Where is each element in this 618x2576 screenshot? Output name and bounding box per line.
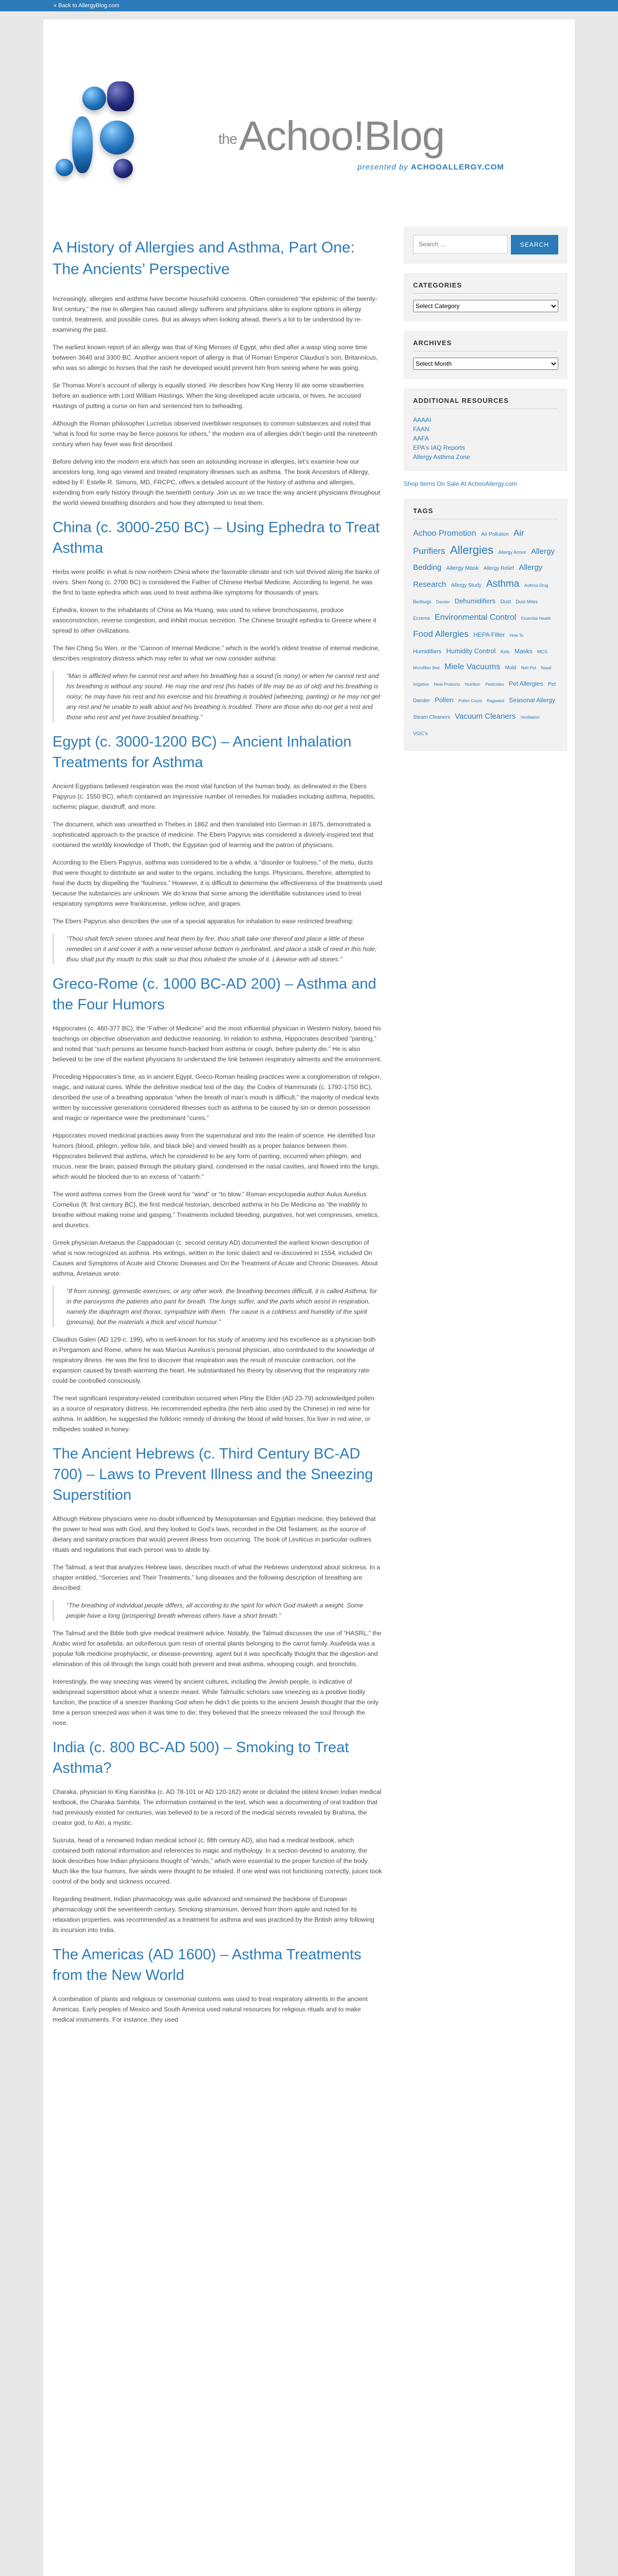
- paragraph: The Nei Ching Su Wen, or the “Cannon of Internal Medicine,” which is the world’s oldest treatise of internal medicine, describes respiratory distress which may refer to what we now consider asthma:: [53, 645, 380, 662]
- paragraph: Ephedra, known to the inhabitants of China as Ma Huang, was used to relieve bronchospasms, produce vasoconstriction, reverse congestion, and inhibit mucus secretion. The Chinese brought ephedra to Greece where it spread to other civilizations.: [53, 606, 376, 634]
- resource-link[interactable]: AAFA: [413, 435, 429, 442]
- paragraph: Herbs were prolific in what is now northern China where the favorable climate and rich soil thrived along the banks of rivers. Shen Nong (c. 2700 BC) is considered the Father of Chinese Herbal Medicine. According to legend, he was the first to taste ephedra which was used to treat asthma-like symptoms for thousands of years.: [53, 568, 380, 596]
- resource-link[interactable]: AAAAI: [413, 416, 432, 423]
- tag-link[interactable]: Pollen Count: [458, 699, 482, 703]
- archives-title: ARCHIVES: [413, 339, 558, 351]
- site-header: [43, 20, 575, 227]
- tag-link[interactable]: Asthma Drug: [524, 583, 548, 588]
- paragraph: Sir Thomas More’s account of allergy is equally storied. He describes how King Henry III ate some strawberries before an audience with Lord William Hastings. When the king developed acute urticaria, or hives, he accused Hastings of putting a curse on him and sentenced him to beheading.: [53, 382, 364, 410]
- paragraph: Although Hebrew physicians were no doubt influenced by Mesopotamian and Egyptian medicine, they believed that the power to heal was with God, and they looked to God’s laws, recorded in the Old Testament, as the source of dietary and sanitary practices that would prevent illness from occurring. The book of Leviticus in particular outlines rituals and regulations that each person was to abide by.: [53, 1515, 376, 1553]
- resources-widget: [404, 388, 568, 471]
- tag-link[interactable]: Bedbugs: [413, 599, 432, 604]
- tag-cloud: [413, 526, 558, 742]
- presented-by: [357, 163, 504, 172]
- tag-link[interactable]: Masks: [514, 648, 533, 655]
- tags-title: TAGS: [413, 507, 558, 519]
- tag-link[interactable]: Mold: [505, 665, 517, 671]
- quote: “The breathing of individual people differs, all according to the spirit for which God maketh a weight. Some people have a long (prospering) breath whereas others have a short breath.”: [53, 1600, 382, 1621]
- quote: “Thou shalt fetch seven stones and heat them by fire, thou shalt take one thereof and place a little of these remedies on it and cover it with a new vessel whose bottom is perforated, and place a stalk of reed in this hole; thou shalt put thy mouth to this stalk so that thou inhalest the smoke of it. Likewise with all stones.”: [53, 934, 382, 964]
- tag-link[interactable]: Dust: [500, 599, 511, 605]
- post-content: [53, 227, 382, 2032]
- tag-link[interactable]: Humidifiers: [413, 649, 442, 655]
- tag-link[interactable]: Humidity Control: [446, 647, 496, 655]
- tags-widget: [404, 499, 568, 751]
- paragraph: Hippocrates moved medicinal practices away from the supernatural and into the realm of science. He identified four humors (blood, phlegm, yellow bile, and black bile) and viewed health as a proper balance between them. Hippocrates believed that asthma, which he considered to be any form of panting, occurred when phlegm, and mucus, near the brain, passed through the pituitary gland, condensed in the nasal cavities, and flowed into the lungs, which would be blocked due to an excess of “catarrh.”: [53, 1132, 380, 1180]
- post-title[interactable]: A History of Allergies and Asthma, Part One: The Ancients’ Perspective: [53, 239, 355, 278]
- page: [43, 20, 575, 2576]
- tag-link[interactable]: Allergy Armor: [498, 550, 526, 555]
- tag-link[interactable]: HEPA Filter: [473, 631, 505, 638]
- section-heading: The Ancient Hebrews (c. Third Century BC-AD 700) – Laws to Prevent Illness and the Sneezing Superstition: [53, 1446, 373, 1503]
- section-heading: The Americas (AD 1600) – Asthma Treatments from the New World: [53, 1946, 362, 1984]
- tag-link[interactable]: Kids: [501, 649, 510, 654]
- paragraph: Although the Roman philosopher Lucretius observed overblown responses to common substances and noted that “what is food for some may be fierce poisons for others,” the modern era of allergies didn’t begin until the nineteenth century when hay fever was first described.: [53, 420, 377, 448]
- search-button[interactable]: SEARCH: [511, 235, 558, 255]
- paragraph: A combination of plants and religious or ceremonial customs was used to treat respiratory ailments in the ancient Americas. Early peoples of Mexico and South America used natural resources for religious rituals and to make medical instruments. For instance, they used: [53, 1995, 368, 2023]
- paragraph: The Talmud, a text that analyzes Hebrew laws, describes much of what the Hebrews understood about sickness. In a chapter entitled, “Sorceries and Their Treatments,” lung diseases and the following description of breathing are described:: [53, 1564, 381, 1591]
- tag-link[interactable]: Miele Vacuums: [444, 663, 501, 671]
- tag-link[interactable]: Essential Health: [521, 616, 551, 621]
- tag-link[interactable]: Ragweed: [487, 699, 504, 703]
- paragraph: Greek physician Aretaeus the Cappadocian (c. second century AD) documented the earliest known description of what is now recognized as asthma. His writings, written in the Ionic dialect and re-discovered in 1554, included On Causes and Symptoms of Acute and Chronic Diseases and On the Treatment of Acute and Chronic Diseases. About asthma, Aretaeus wrote:: [53, 1239, 378, 1277]
- site-title[interactable]: [218, 112, 444, 160]
- tag-link[interactable]: Nutrition: [465, 682, 480, 687]
- brand-the: the: [218, 130, 237, 147]
- tag-link[interactable]: Eczema: [413, 616, 430, 621]
- tag-link[interactable]: Steam Cleaners: [413, 715, 450, 720]
- paragraph: The Ebers Papyrus also describes the use of a special apparatus for inhalation to ease restricted breathing:: [53, 918, 354, 925]
- tag-link[interactable]: Allergy Relief: [483, 566, 514, 571]
- resource-link[interactable]: EPA's IAQ Reports: [413, 444, 465, 451]
- sidebar: [404, 227, 568, 760]
- paragraph: The earliest known report of an allergy was that of King Menses of Egypt, who died after a wasp sting some time between 3640 and 3300 BC. Another ancient report of allergy is that of Roman Emperor Claudius’s son, Britannicus, who was so allergic to horses that the rash he developed would prevent him from seeing where he was going.: [53, 344, 378, 371]
- paragraph: The next significant respiratory-related contribution occurred when Pliny the Elder (AD 23-79) acknowledged pollen as a source of respiratory distress. He recommended ephedra (the herb also used by the Chinese) in red wine for asthma. In addition, he suggested the folkloric remedy of drinking the blood of wild horses, fox liver in red wine, or millipedes soaked in honey.: [53, 1395, 374, 1433]
- paragraph: Hippocrates (c. 460-377 BC), the “Father of Medicine” and the most influential physician in Western history, based his teachings on objective observation and deductive reasoning. In relation to asthma, Hippocrates described “panting,” and noted that “such persons as become hunch-backed from asthma or cough, before puberty die.” He is also believed to be one of the earliest physicians to understand the link between respiratory ailments and the environment.: [53, 1025, 382, 1063]
- paragraph: The word asthma comes from the Greek word for “wind” or “to blow.” Roman encyclopedia author Aulus Aurelius Cornelius (ft. first century BC), the first medical historian, described asthma in his De Medicina as “the inability to breathe without making noise and gasping.” Treatments included bleeding, purgatives, hot wet compresses, emetics, and diuretics.: [53, 1191, 380, 1229]
- tag-link[interactable]: Allergy Mask: [446, 565, 479, 571]
- logo-drops-icon[interactable]: [50, 81, 169, 190]
- tag-link[interactable]: Asthma: [486, 579, 520, 589]
- search-input[interactable]: [413, 235, 508, 253]
- tag-link[interactable]: Pet Allergies: [508, 680, 543, 687]
- paragraph: Ancient Egyptians believed respiration was the most vital function of the human body, as delineated in the Ebers Papyrus (c. 1550 BC), which contained an impressive number of remedies for maladies including asthma, hepatitis, ischemic plague, dandruff, and more.: [53, 783, 375, 810]
- tag-link[interactable]: Allergy Research: [413, 563, 543, 589]
- resource-link[interactable]: Allergy Asthma Zone: [413, 453, 470, 461]
- quote: “Man is afflicted when he cannot rest and when his breathing has a sound (is noisy) or when he cannot rest and his breathing is without any sound. He may rise and rest (his habits of life may be as of old) and his breathing is noisy; he may have his rest and his exercise and his breathing is troubled (wheezing, panting) or he may not get any rest and he unable to walk about and his breathing is troubled. There are those who do not get a rest and those who rest and yet have troubled breathing.”: [53, 671, 382, 722]
- categories-title: CATEGORIES: [413, 281, 558, 294]
- tag-link[interactable]: Seasonal Allergy: [509, 697, 555, 704]
- presented-site[interactable]: ACHOOALLERGY.COM: [410, 163, 504, 172]
- tag-link[interactable]: Pollen: [435, 696, 454, 704]
- tag-link[interactable]: Allergy Bedding: [413, 547, 555, 572]
- paragraph: Increasingly, allergies and asthma have become household concerns. Often considered “the epidemic of the twenty-first century,” the rise in allergies has caused allergy sufferers and physicians alike to explore options in allergy control, treatment, and possible cures. But as always when looking ahead, there’s a lot to be understood by re-examining the past.: [53, 295, 377, 333]
- paragraph: The document, which was unearthed in Thebes in 1862 and then translated into German in 1875, demonstrated a sophisticated approach to the practice of medicine. The Ebers Papyrus was considered a divinely-inspired text that contained the worldly knowledge of Thoth, the Egyptian god of learning and the patron of physicians.: [53, 821, 374, 849]
- tag-link[interactable]: Dust Mites: [516, 599, 538, 604]
- resources-title: ADDITIONAL RESOURCES: [413, 397, 558, 409]
- quote: “If from running, gymnastic exercises, or any other work, the breathing becomes difficult, it is called Asthma; for in the paroxysms the patients also pant for breath. The lungs suffer, and the parts which assist in respiration, namely the diaphragm and thorax, sympathize with them. The cause is a coldness and humidity of the spirit (pneuma), but the materials a thick and viscid humour.”: [53, 1286, 382, 1327]
- tag-link[interactable]: Environmental Control: [434, 613, 517, 622]
- tag-link[interactable]: Pesticides: [485, 682, 504, 687]
- paragraph: Before delving into the modern era which has seen an astounding increase in allergies, let’s examine how our ancestors long, long ago viewed and treated respiratory illnesses such as asthma. The book Ancestors of Allergy, edited by F. Estelle R. Simons, MD, FRCPC, offers a detailed account of the history of asthma and allergies, extending from early history through the twentieth century. Join us as we trace the way ancient physicians throughout the world viewed breathing disorders and how they attempted to treat them.: [53, 458, 381, 506]
- tag-link[interactable]: Allergy Study: [451, 583, 482, 588]
- tag-link[interactable]: Neti-Pot: [521, 666, 536, 670]
- archives-select[interactable]: [413, 358, 558, 370]
- paragraph: Interestingly, the way sneezing was viewed by ancient cultures, including the Jewish people, is indicative of widespread superstition about what a sneeze meant. While Talmudic scholars saw sneezing as a positive bodily function, the practice of a sneezer thanking God when he didn’t die points to the ancient Jewish thought that the only time a person sneezed was when it was time to die; they believed that the sneeze released the soul through the nose.: [53, 1678, 379, 1726]
- tag-link[interactable]: Dander: [436, 600, 450, 604]
- tag-link[interactable]: Nasal Irrigation: [413, 666, 552, 687]
- brand-name: Achoo!Blog: [238, 113, 445, 159]
- tag-link[interactable]: Food Allergies: [413, 629, 469, 639]
- tag-link[interactable]: Microfiber Bed: [413, 666, 440, 670]
- back-link[interactable]: « Back to AllergyBlog.com: [0, 0, 618, 11]
- tag-link[interactable]: Allergies: [450, 544, 494, 556]
- tag-link[interactable]: Pet Dander: [413, 682, 556, 704]
- tag-link[interactable]: Ventilation: [520, 715, 540, 720]
- presented-label: presented by: [357, 163, 408, 172]
- paragraph: According to the Ebers Papyrus, asthma was considered to be a whdw, a “disorder or foulness,” of the metu, ducts that were thought to distribute air and water to the organs, including the lungs. Physicians, therefore, attempted to heal the ducts by dispelling the “foulness.” However, it is difficult to determine the effectiveness of the treatments used because the substances are unknown. We do know that some among the identifiable substances used to treat respiratory symptoms were frankincense, yellow ochre, and grapes.: [53, 859, 383, 907]
- archives-widget: [404, 331, 568, 379]
- tag-link[interactable]: MCS: [537, 649, 548, 654]
- tag-link[interactable]: Achoo Promotion: [413, 529, 476, 538]
- tag-link[interactable]: Dehumidifiers: [454, 597, 496, 605]
- paragraph: Claudius Galen (AD 129-c. 199), who is well-known for his study of anatomy and his excellence as a physician both in Pergamom and Rome, where he was Marcus Aurelius’s personal physician, also contributed to the knowledge of respiratory illness. He was the first to discover that respiration was the result of muscular contraction, not the expansion caused by breath warming the heart. He substantiated his theory by observing that the respiratory rate could be controlled consciously.: [53, 1336, 376, 1384]
- paragraph: Susruta, head of a renowned Indian medical school (c. fifth century AD), also had a medical textbook, which contained both rational information and references to magic and mythology. In a section devoted to anatomy, the book describes how Indian physicians thought of “winds,” which were essential to the proper function of the body. Much like the four humors, five winds were thought to be inhaled. If one wind was not functioning correctly, juices took control of the body and sickness occurred.: [53, 1837, 382, 1885]
- tag-link[interactable]: How To: [509, 633, 524, 638]
- tag-link[interactable]: VOC's: [413, 731, 428, 737]
- paragraph: The Talmud and the Bible both give medical treatment advice. Notably, the Talmud discusses the use of “HASRL,” the Arabic word for asafetida, an odoriferous gum resin of oriental plants belonging to the carrot family. Asafetida was a popular folk medicine prophylactic, or disease-preventing, agent but it was specifically thought that the digestion and elimination of this oil through the lungs could both prevent and treat asthma, whooping cough, and bronchitis.: [53, 1630, 382, 1668]
- paragraph: Regarding treatment, Indian pharmacology was quite advanced and remained the backbone of European pharmacology until the seventeenth century. Smoking stramonium, derived from thorn apple and noted for its relaxation properties, was recommended as a treatment for asthma and was practiced by the British army following its incursion into India.: [53, 1895, 374, 1934]
- tag-link[interactable]: Air Pollution: [481, 532, 509, 537]
- section-heading: India (c. 800 BC-AD 500) – Smoking to Treat Asthma?: [53, 1739, 349, 1776]
- section-heading: Greco-Rome (c. 1000 BC-AD 200) – Asthma and the Four Humors: [53, 976, 376, 1013]
- shop-link[interactable]: Shop Items On Sale At AchooAllergy.com: [404, 480, 517, 487]
- section-heading: Egypt (c. 3000-1200 BC) – Ancient Inhalation Treatments for Asthma: [53, 734, 352, 771]
- search-widget: [404, 227, 568, 264]
- tag-link[interactable]: Neat Products: [434, 682, 460, 687]
- categories-widget: [404, 273, 568, 321]
- section-heading: China (c. 3000-250 BC) – Using Ephedra to Treat Asthma: [53, 519, 380, 556]
- categories-select[interactable]: [413, 300, 558, 312]
- tag-link[interactable]: Air Purifiers: [413, 528, 524, 556]
- paragraph: Charaka, physician to King Kanishka (c. AD 78-101 or AD 120-162) wrote or dictated the oldest known Indian medical textbook, the Charaka Samhita. The information contained in the text, which was a documenting of oral tradition that had previously existed for centuries, was believed to be a record of the medical secrets revealed by Brahma, the creator god, to Atri, a mystic.: [53, 1788, 382, 1826]
- resource-link[interactable]: FAAN: [413, 426, 430, 433]
- tag-link[interactable]: Vacuum Cleaners: [455, 712, 516, 721]
- paragraph: Preceding Hippocrates’s time, as in ancient Egypt, Greco-Roman healing practices were a conglomeration of religion, magic, and natural cures. While the definitive medical text of the day, the Codex of Hammurabi (c. 1792-1750 BC), described the use of a breathing apparatus “when the breath of man’s mouth is difficult,” the majority of medical texts written by successive generations considered illnesses such as asthma to be caused by sin or demon possession and magic or repentance were the predominant “cures.”: [53, 1073, 382, 1122]
